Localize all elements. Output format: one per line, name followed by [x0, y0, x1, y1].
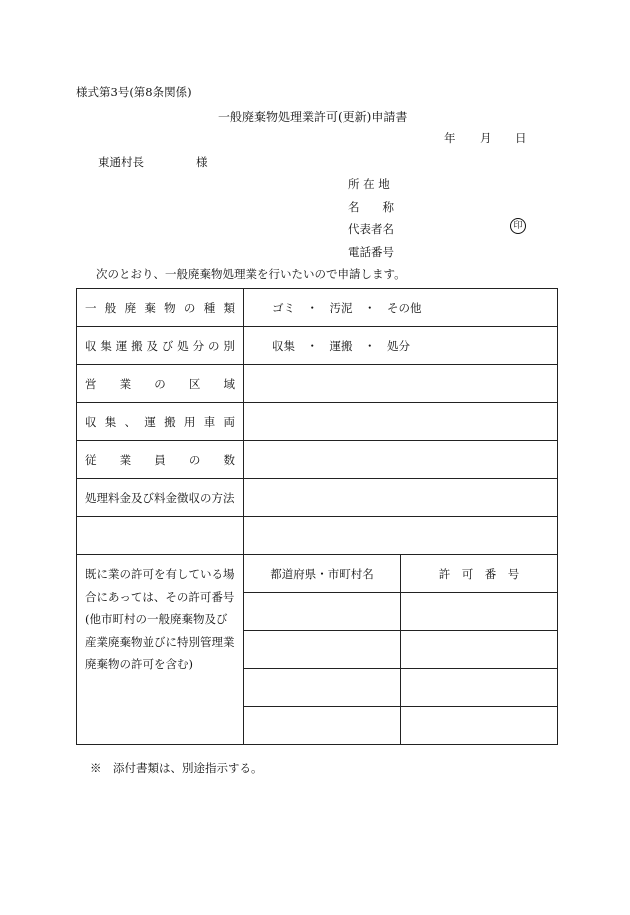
permit-number-field[interactable]	[401, 669, 558, 707]
table-row	[77, 289, 558, 327]
permit-number-column-header: 許 可 番 号	[401, 555, 558, 593]
waste-type-label	[77, 289, 244, 327]
honorific: 様	[196, 155, 208, 169]
field-phone-label: 電話番号	[348, 245, 394, 259]
justified-label: 営 業 の 区 域	[85, 376, 235, 391]
business-area-field[interactable]	[244, 365, 558, 403]
table-row	[77, 517, 558, 555]
document-title: 一般廃棄物処理業許可(更新)申請書	[218, 110, 408, 124]
field-name-label: 名 称	[348, 200, 394, 214]
table-row	[77, 441, 558, 479]
blank-value-field[interactable]	[244, 517, 558, 555]
justified-label: 収 集 運 搬 及 び 処 分 の 別	[85, 338, 235, 353]
vehicles-field[interactable]	[244, 403, 558, 441]
prefecture-field[interactable]	[244, 707, 401, 745]
justified-label: 一 般 廃 棄 物 の 種 類	[85, 300, 235, 315]
employees-field[interactable]	[244, 441, 558, 479]
attachment-note: ※ 添付書類は、別途指示する。	[90, 761, 263, 775]
date-day-label: 日	[515, 131, 527, 145]
fee-method-field[interactable]	[244, 479, 558, 517]
date-month-label: 月	[480, 131, 492, 145]
permit-number-field[interactable]	[401, 707, 558, 745]
blank-label-cell	[77, 517, 244, 555]
field-representative-label: 代表者名	[348, 222, 394, 236]
permit-number-field[interactable]	[401, 631, 558, 669]
justified-label: 従 業 員 の 数	[85, 452, 235, 467]
business-type-label	[77, 327, 244, 365]
table-row	[77, 327, 558, 365]
addressee: 東通村長	[98, 155, 144, 169]
table-row	[77, 403, 558, 441]
existing-permit-label: 既に業の許可を有している場合にあっては、その許可番号(他市町村の一般廃棄物及び産業廃棄物並びに特別管理業廃棄物の許可を含む)	[77, 555, 244, 745]
seal-icon: 印	[510, 218, 526, 234]
business-type-options[interactable]: 収集 ・ 運搬 ・ 処分	[244, 327, 558, 365]
table-row	[77, 479, 558, 517]
justified-label: 収 集 、 運 搬 用 車 両	[85, 414, 235, 429]
form-number-label: 様式第3号(第8条関係)	[76, 85, 192, 99]
vehicles-label	[77, 403, 244, 441]
permit-number-field[interactable]	[401, 593, 558, 631]
field-address-label: 所 在 地	[348, 177, 390, 191]
date-year-label: 年	[444, 131, 456, 145]
intro-text: 次のとおり、一般廃棄物処理業を行いたいので申請します。	[96, 267, 406, 281]
prefecture-column-header: 都道府県・市町村名	[244, 555, 401, 593]
business-area-label	[77, 365, 244, 403]
employees-label	[77, 441, 244, 479]
prefecture-field[interactable]	[244, 669, 401, 707]
application-table	[76, 288, 558, 745]
table-row	[77, 365, 558, 403]
prefecture-field[interactable]	[244, 593, 401, 631]
prefecture-field[interactable]	[244, 631, 401, 669]
waste-type-options[interactable]: ゴミ ・ 汚泥 ・ その他	[244, 289, 558, 327]
fee-method-label: 処理料金及び料金徴収の方法	[77, 479, 244, 517]
table-row	[77, 555, 558, 593]
